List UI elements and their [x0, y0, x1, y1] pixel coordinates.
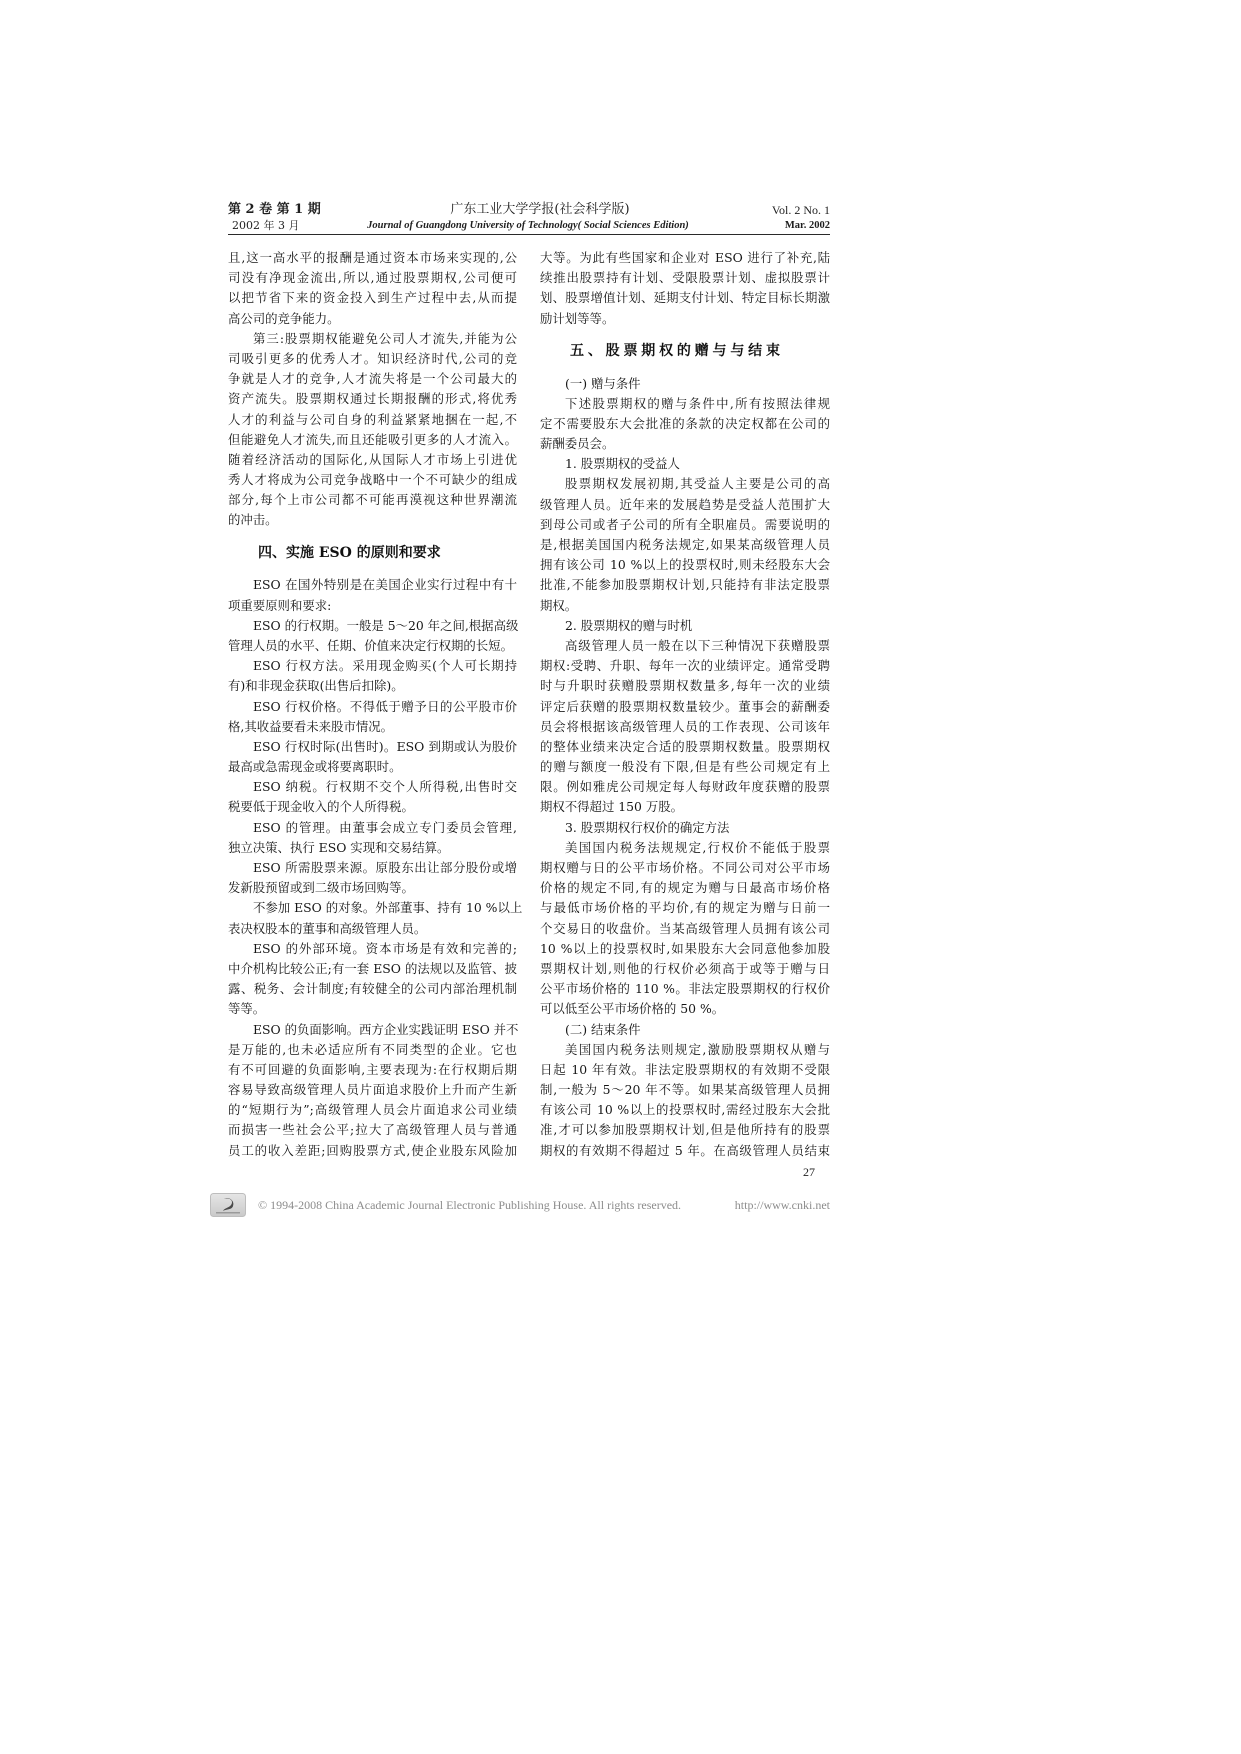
text-line: ESO 所需股票来源。原股东出让部分股份或增	[253, 860, 517, 876]
text-line: ESO 的负面影响。西方企业实践证明 ESO 并不	[253, 1021, 519, 1037]
text-line: 露、税务、会计制度;有较健全的公司内部治理机制	[228, 981, 517, 997]
text-line: 秀人才将成为公司竞争战略中一个不可缺少的组成	[228, 472, 517, 488]
text-line: 公平市场价格的 110 %。非法定股票期权的行权价	[540, 981, 830, 997]
text-line: 独立决策、执行 ESO 实现和交易结算。	[228, 839, 450, 855]
text-line: 有该公司 10 %以上的投票权时,需经过股东大会批	[540, 1102, 830, 1118]
text-line: 准,才可以参加股票期权计划,但是他所持有的股票	[540, 1122, 830, 1138]
paragraph	[540, 474, 830, 615]
paragraph	[228, 777, 517, 817]
journal-title-en: Journal of Guangdong University of Technology( Social Sciences Edition)	[367, 220, 689, 231]
paragraph	[228, 329, 517, 531]
paragraph	[228, 697, 517, 737]
text-line: ESO 的管理。由董事会成立专门委员会管理,	[253, 819, 517, 835]
right-column	[540, 248, 830, 1161]
text-line: ESO 行权时际(出售时)。ESO 到期或认为股价	[253, 738, 517, 754]
text-line: 员工的收入差距;回购股票方式,使企业股东风险加	[228, 1142, 517, 1158]
text-line: 批准,不能参加股票期权计划,只能持有非法定股票	[540, 577, 830, 593]
text-line: 高公司的竞争能力。	[228, 310, 340, 326]
text-line: 与最低市场价格的平均价,有的规定为赠与日前一	[540, 900, 830, 916]
paragraph	[540, 374, 830, 394]
text-line: 资产流失。股票期权通过长期报酬的形式,将优秀	[228, 391, 517, 407]
paragraph	[228, 616, 517, 656]
text-line: 且,这一高水平的报酬是通过资本市场来实现的,公	[228, 250, 517, 265]
section-heading: 五、股票期权的赠与与结束	[570, 342, 780, 359]
text-line: 期权:受聘、升职、每年一次的业绩评定。通常受聘	[540, 658, 830, 674]
text-line: 是,根据美国国内税务法规定,如果某高级管理人员	[540, 537, 830, 553]
text-line: 部分,每个上市公司都不可能再漠视这种世界潮流	[228, 492, 517, 508]
text-line: 有不可回避的负面影响,主要表现为:在行权期后期	[228, 1061, 517, 1077]
text-line: ESO 的外部环境。资本市场是有效和完善的;	[253, 940, 517, 956]
cnki-logo-icon	[210, 1193, 246, 1217]
text-line: 1. 股票期权的受益人	[565, 456, 680, 472]
text-line: 容易导致高级管理人员片面追求股价上升而产生新	[228, 1082, 517, 1098]
issue-date-cn: 2002 年 3 月	[232, 219, 300, 232]
text-line: 表决权股本的董事和高级管理人员。	[228, 920, 427, 936]
paragraph	[228, 737, 517, 777]
paragraph	[228, 818, 517, 858]
issue-date-en: Mar. 2002	[784, 220, 830, 231]
text-line: 税要低于现金收入的个人所得税。	[228, 799, 414, 815]
text-line: 美国国内税务法则规定,激励股票期权从赠与	[565, 1041, 830, 1057]
text-line: (二) 结束条件	[565, 1021, 641, 1037]
text-line: 中介机构比较公正;有一套 ESO 的法规以及监管、披	[228, 960, 517, 976]
paragraph	[540, 818, 830, 838]
text-line: ESO 纳税。行权期不交个人所得税,出售时交	[253, 779, 517, 795]
text-line: 第三:股票期权能避免公司人才流失,并能为公	[253, 330, 517, 346]
paragraph	[540, 636, 830, 818]
text-line: 制,一般为 5～20 年不等。如果某高级管理人员拥	[540, 1082, 830, 1098]
paragraph	[540, 838, 830, 1020]
text-line: 续推出股票持有计划、受限股票计划、虚拟股票计	[540, 270, 830, 286]
paragraph	[540, 248, 830, 329]
journal-title-cn: 广东工业大学学报(社会科学版)	[450, 202, 630, 217]
paragraph	[540, 394, 830, 455]
text-line: (一) 赠与条件	[565, 375, 641, 391]
text-line: ESO 行权方法。采用现金购买(个人可长期持	[253, 658, 517, 674]
text-line: 司吸引更多的优秀人才。知识经济时代,公司的竞	[228, 350, 517, 366]
volume-issue: 第 2 卷 第 1 期	[228, 202, 321, 217]
paragraph	[540, 454, 830, 474]
header-rule	[228, 234, 830, 235]
text-line: 大等。为此有些国家和企业对 ESO 进行了补充,陆	[540, 250, 830, 265]
publisher-url: http://www.cnki.net	[734, 1198, 830, 1212]
paragraph	[228, 1020, 517, 1161]
left-column	[228, 248, 523, 1161]
text-line: 高级管理人员一般在以下三种情况下获赠股票	[565, 637, 830, 653]
text-line: 有)和非现金获取(出售后扣除)。	[228, 678, 404, 694]
paragraph	[228, 248, 517, 329]
text-line: 司没有净现金流出,所以,通过股票期权,公司便可	[228, 270, 517, 286]
text-line: 3. 股票期权行权价的确定方法	[565, 819, 730, 835]
text-line: 期权的有效期不得超过 5 年。在高级管理人员结束	[540, 1142, 830, 1158]
page-number: 27	[803, 1165, 815, 1179]
text-line: 的赠与额度一般没有下限,但是有些公司规定有上	[540, 759, 830, 775]
text-line: 10 %以上的投票权时,如果股东大会同意他参加股	[540, 940, 830, 956]
paragraph	[228, 575, 517, 615]
text-line: 最高或急需现金或将要离职时。	[228, 759, 402, 775]
volume-number-en: Vol. 2 No. 1	[771, 203, 830, 217]
text-line: 以把节省下来的资金投入到生产过程中去,从而提	[228, 290, 517, 306]
text-line: 时与升职时获赠股票期权数量多,每年一次的业绩	[540, 678, 830, 694]
text-line: 日起 10 年有效。非法定股票期权的有效期不受限	[540, 1061, 830, 1077]
text-line: 的整体业绩来决定合适的股票期权数量。股票期权	[540, 738, 830, 754]
text-line: 的“短期行为”;高级管理人员会片面追求公司业绩	[228, 1102, 517, 1118]
text-line: 薪酬委员会。	[540, 436, 615, 452]
text-line: 限。例如雅虎公司规定每人每财政年度获赠的股票	[540, 779, 830, 795]
text-line: 随着经济活动的国际化,从国际人才市场上引进优	[228, 451, 517, 467]
text-line: 股票期权发展初期,其受益人主要是公司的高	[565, 476, 830, 492]
text-line: 而损害一些社会公平;拉大了高级管理人员与普通	[228, 1122, 517, 1138]
paragraph	[228, 858, 517, 898]
text-line: 可以低至公平市场价格的 50 %。	[540, 1001, 725, 1017]
paragraph	[228, 939, 517, 1020]
paragraph	[540, 1040, 830, 1161]
text-line: 是万能的,也未必适应所有不同类型的企业。它也	[228, 1041, 517, 1057]
text-line: 管理人员的水平、任期、价值来决定行权期的长短。	[228, 637, 513, 653]
text-line: 的冲击。	[228, 512, 278, 528]
text-line: 票期权计划,则他的行权价必须高于或等于赠与日	[540, 960, 830, 976]
text-line: 争就是人才的竞争,人才流失将是一个公司最大的	[228, 371, 517, 387]
text-line: 发新股预留或到二级市场回购等。	[228, 880, 414, 896]
text-line: 格,其收益要看未来股市情况。	[228, 718, 394, 734]
text-line: 期权。	[540, 597, 578, 613]
text-line: 个交易日的收盘价。当某高级管理人员拥有该公司	[540, 920, 830, 936]
text-line: 2. 股票期权的赠与时机	[565, 617, 693, 633]
text-line: 但能避免人才流失,而且还能吸引更多的人才流入。	[228, 431, 517, 447]
text-line: 划、股票增值计划、延期支付计划、特定目标长期激	[540, 290, 830, 306]
text-line: 评定后获赠的股票期权数量较少。董事会的薪酬委	[540, 698, 830, 714]
section-heading: 四、实施 ESO 的原则和要求	[258, 544, 441, 561]
text-line: ESO 的行权期。一般是 5～20 年之间,根据高级	[253, 617, 519, 633]
text-line: 等等。	[228, 1001, 266, 1017]
text-line: 励计划等等。	[540, 310, 615, 326]
text-line: ESO 在国外特别是在美国企业实行过程中有十	[253, 577, 517, 593]
paragraph	[540, 616, 830, 636]
paragraph	[228, 898, 523, 938]
text-line: 员会将根据该高级管理人员的工作表现、公司该年	[540, 718, 830, 734]
text-line: 期权赠与日的公平市场价格。不同公司对公平市场	[540, 860, 830, 876]
text-line: 价格的规定不同,有的规定为赠与日最高市场价格	[540, 880, 830, 896]
text-line: 到母公司或者子公司的所有全职雇员。需要说明的	[540, 516, 830, 532]
text-line: ESO 行权价格。不得低于赠予日的公平股市价	[253, 698, 517, 714]
copyright-notice: © 1994-2008 China Academic Journal Electronic Publishing House. All rights reserved.	[258, 1198, 682, 1212]
paragraph	[540, 1020, 830, 1040]
text-line: 不参加 ESO 的对象。外部董事、持有 10 %以上	[253, 900, 523, 916]
text-line: 人才的利益与公司自身的利益紧紧地捆在一起,不	[228, 411, 517, 427]
text-line: 下述股票期权的赠与条件中,所有按照法律规	[565, 395, 830, 411]
text-line: 定不需要股东大会批准的条款的决定权都在公司的	[540, 415, 830, 431]
text-line: 项重要原则和要求:	[228, 597, 332, 613]
text-line: 期权不得超过 150 万股。	[540, 799, 684, 815]
text-line: 级管理人员。近年来的发展趋势是受益人范围扩大	[540, 496, 830, 512]
text-line: 美国国内税务法规规定,行权价不能低于股票	[565, 839, 830, 855]
paragraph	[228, 656, 517, 696]
text-line: 拥有该公司 10 %以上的投票权时,则未经股东大会	[540, 557, 830, 573]
